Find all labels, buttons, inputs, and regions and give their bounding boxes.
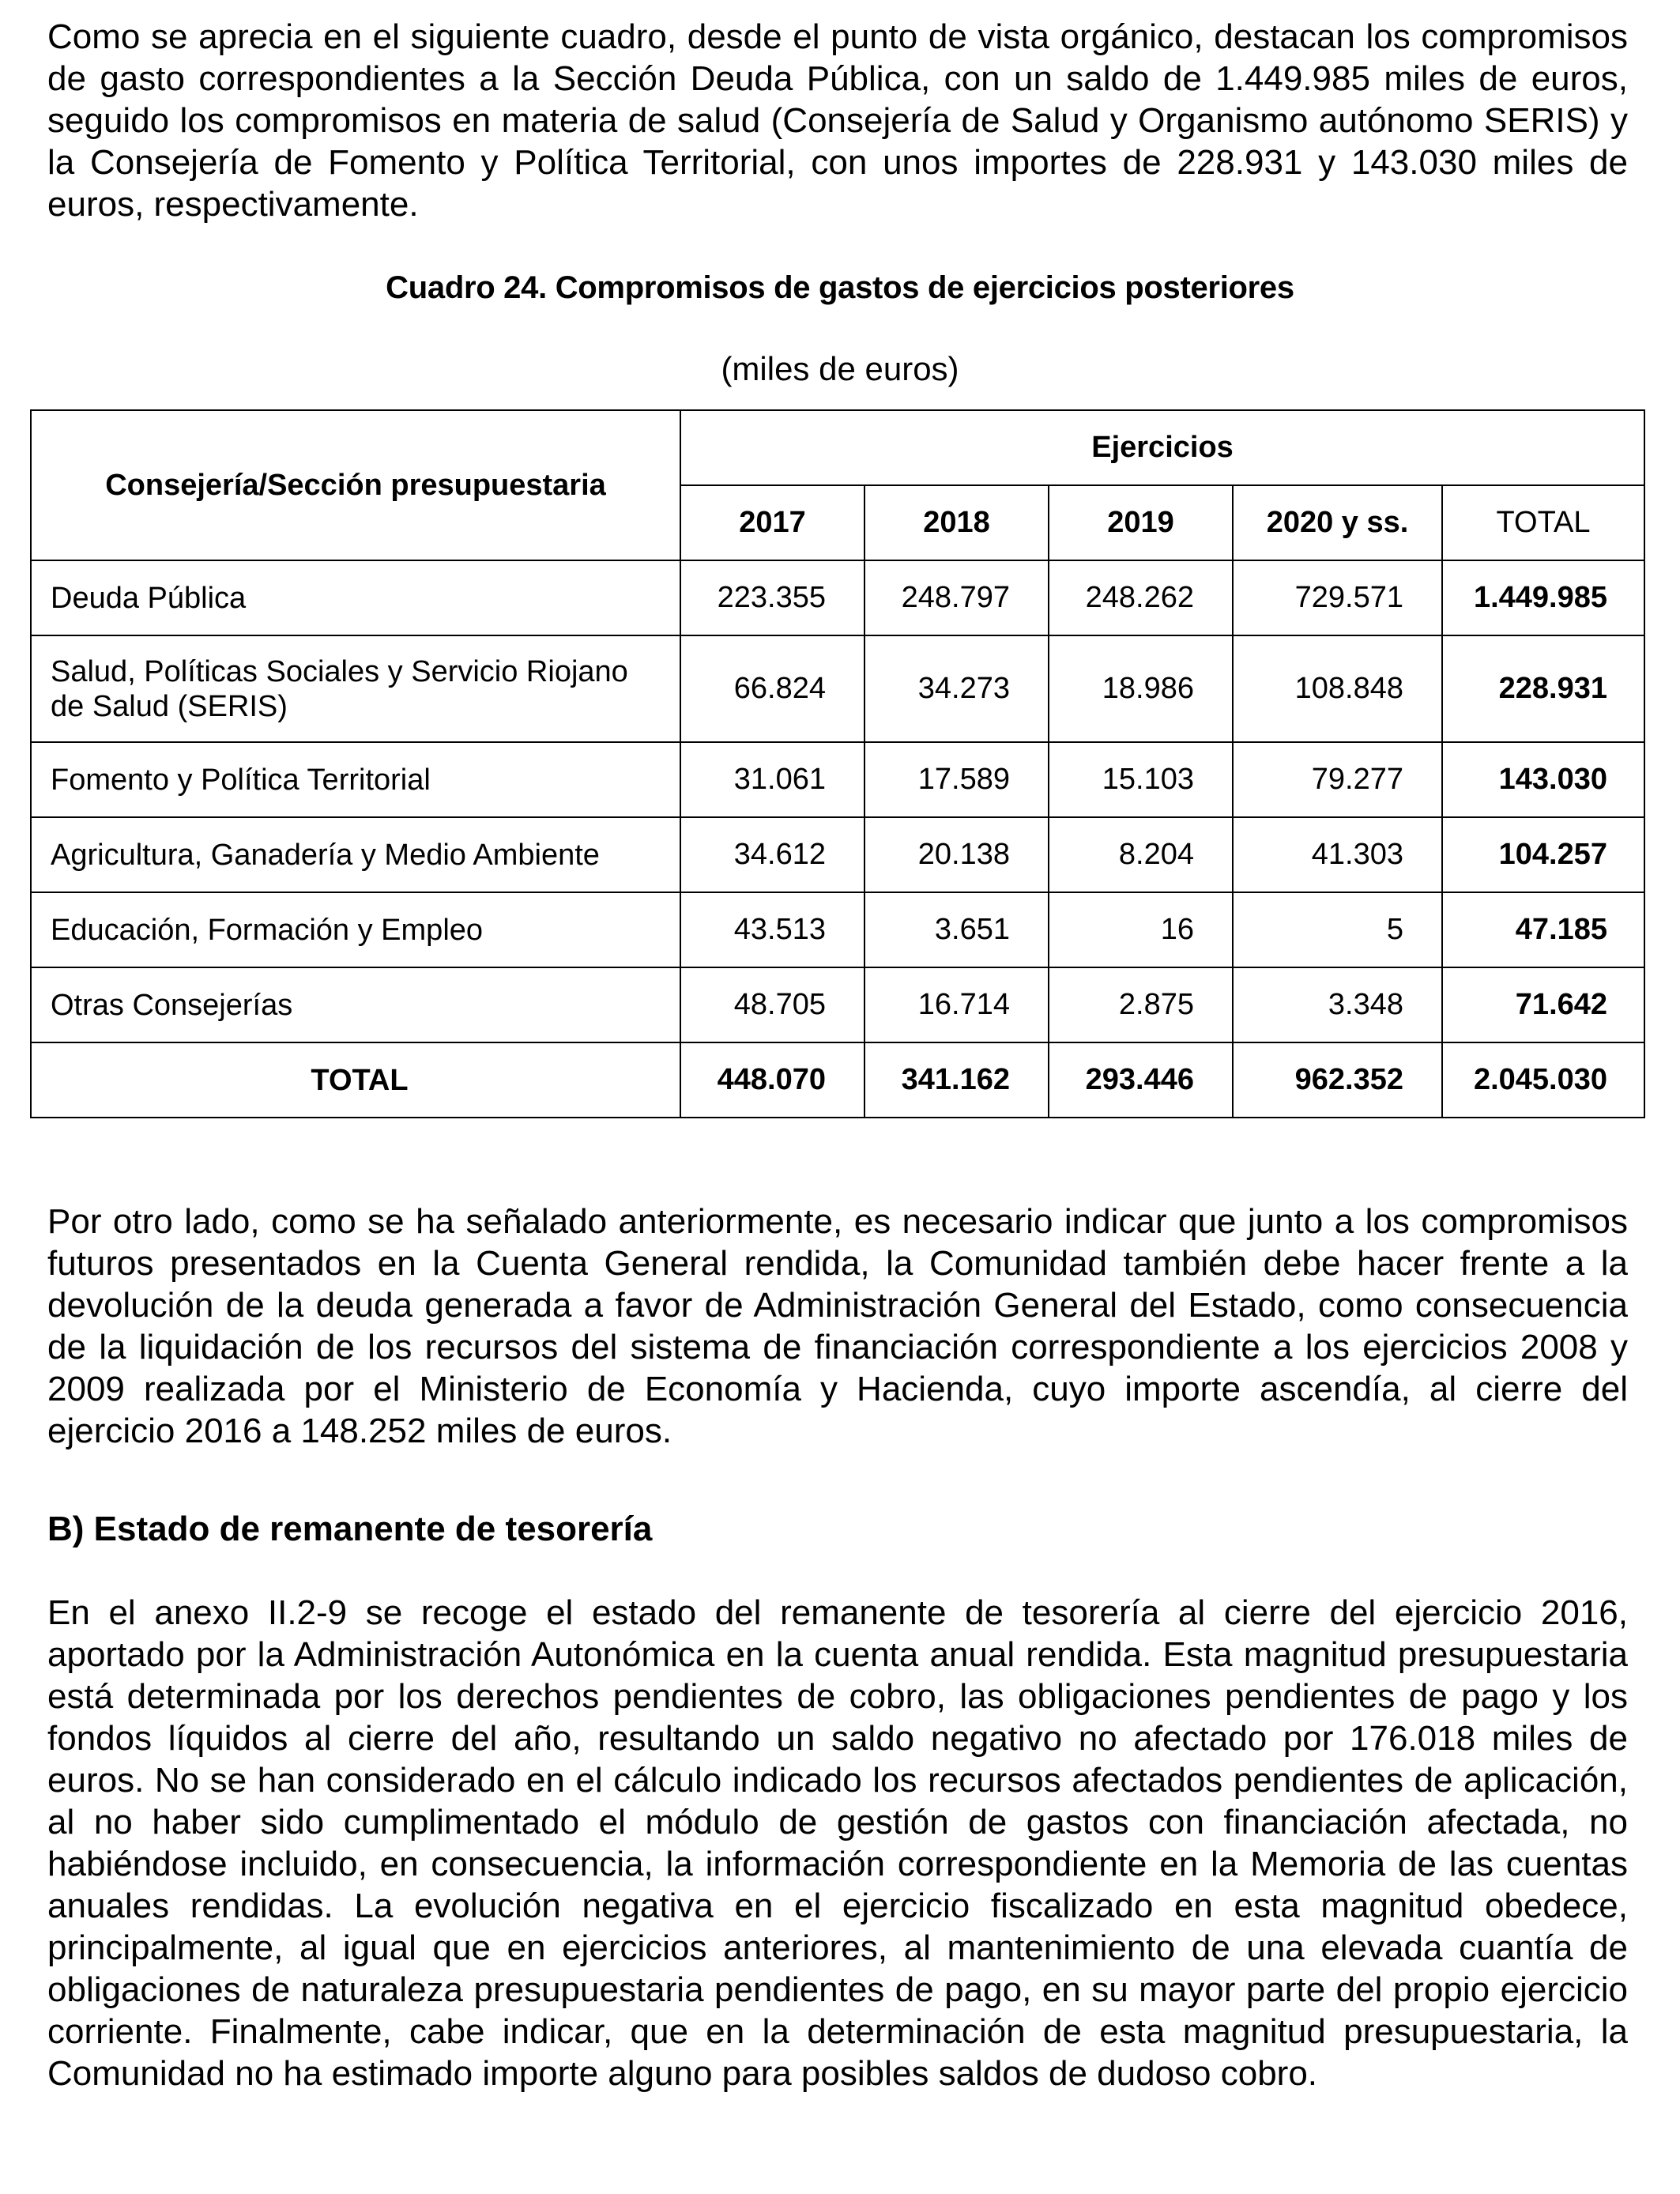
cell-value: 17.589: [864, 742, 1049, 817]
row-label: Educación, Formación y Empleo: [31, 892, 680, 967]
table-units: (miles de euros): [721, 350, 959, 387]
table-total-row: [31, 1042, 1644, 1118]
row-label: Otras Consejerías: [31, 967, 680, 1042]
third-paragraph: En el anexo II.2-9 se recoge el estado del remanente de tesorería al cierre del ejercicio 2016, aportado por la Administración Autonómica en la cuenta anual rendida. Esta magnitud presupuestaria está determinada por los derechos pendientes de cobro, las obligaciones pendientes de pago y los fondos líquidos al cierre del año, resultando un saldo negativo no afectado por 176.018 miles de euros. No se han considerado en el cálculo indicado los recursos afectados pendientes de aplicación, al no haber sido cumplimentado el módulo de gestión de gastos con financiación afectada, no habiéndose incluido, en consecuencia, la información correspondiente en la Memoria de las cuentas anuales rendidas. La evolución negativa en el ejercicio fiscalizado en esta magnitud obedece, principalmente, al igual que en ejercicios anteriores, al mantenimiento de una elevada cuantía de obligaciones de naturaleza presupuestaria pendientes de pago, en su mayor parte del propio ejercicio corriente. Finalmente, cabe indicar, que en la determinación de esta magnitud presupuestaria, la Comunidad no ha estimado importe alguno para posibles saldos de dudoso cobro.: [47, 1593, 1628, 2093]
column-header: 2017: [680, 485, 864, 560]
total-value: 962.352: [1233, 1042, 1442, 1118]
cell-value: 48.705: [680, 967, 864, 1042]
column-header: 2019: [1049, 485, 1233, 560]
cell-value: 41.303: [1233, 817, 1442, 892]
table-caption: Cuadro 24. Compromisos de gastos de ejercicios posteriores: [386, 270, 1294, 305]
cell-value: 3.348: [1233, 967, 1442, 1042]
cell-value: 34.273: [864, 635, 1049, 742]
row-total: 104.257: [1442, 817, 1644, 892]
cell-value: 79.277: [1233, 742, 1442, 817]
cell-value: 34.612: [680, 817, 864, 892]
cell-value: 16.714: [864, 967, 1049, 1042]
row-total: 228.931: [1442, 635, 1644, 742]
row-label: Salud, Políticas Sociales y Servicio Riojano de Salud (SERIS): [31, 635, 680, 742]
row-label: Fomento y Política Territorial: [31, 742, 680, 817]
cell-value: 66.824: [680, 635, 864, 742]
cell-value: 5: [1233, 892, 1442, 967]
document-page: [47, 16, 1628, 225]
row-label: Deuda Pública: [31, 560, 680, 635]
cell-value: 223.355: [680, 560, 864, 635]
row-header: Consejería/Sección presupuestaria: [31, 410, 680, 560]
cell-value: 248.797: [864, 560, 1049, 635]
table-row: [31, 742, 1644, 817]
table-row: [31, 635, 1644, 742]
total-value: 293.446: [1049, 1042, 1233, 1118]
row-total: 143.030: [1442, 742, 1644, 817]
table-row: [31, 967, 1644, 1042]
cell-value: 729.571: [1233, 560, 1442, 635]
total-value: 448.070: [680, 1042, 864, 1118]
table-row: [31, 560, 1644, 635]
cell-value: 3.651: [864, 892, 1049, 967]
cell-value: 15.103: [1049, 742, 1233, 817]
commitments-table: [30, 409, 1645, 1118]
cell-value: 2.875: [1049, 967, 1233, 1042]
table-row: [31, 817, 1644, 892]
total-label: TOTAL: [31, 1042, 680, 1118]
cell-value: 43.513: [680, 892, 864, 967]
row-total: 1.449.985: [1442, 560, 1644, 635]
cell-value: 16: [1049, 892, 1233, 967]
cell-value: 8.204: [1049, 817, 1233, 892]
column-header: 2020 y ss.: [1233, 485, 1442, 560]
cell-value: 108.848: [1233, 635, 1442, 742]
column-header: TOTAL: [1442, 485, 1644, 560]
table-row: [31, 892, 1644, 967]
grand-total: 2.045.030: [1442, 1042, 1644, 1118]
cell-value: 248.262: [1049, 560, 1233, 635]
column-header: 2018: [864, 485, 1049, 560]
row-total: 47.185: [1442, 892, 1644, 967]
second-paragraph: Por otro lado, como se ha señalado anteriormente, es necesario indicar que junto a los compromisos futuros presentados en la Cuenta General rendida, la Comunidad también debe hacer frente a la devolución de la deuda generada a favor de Administración General del Estado, como consecuencia de la liquidación de los recursos del sistema de financiación correspondiente a los ejercicios 2008 y 2009 realizada por el Ministerio de Economía y Hacienda, cuyo importe ascendía, al cierre del ejercicio 2016 a 148.252 miles de euros.: [47, 1202, 1628, 1450]
group-header: Ejercicios: [680, 410, 1644, 485]
section-heading: B) Estado de remanente de tesorería: [47, 1510, 653, 1548]
row-total: 71.642: [1442, 967, 1644, 1042]
cell-value: 31.061: [680, 742, 864, 817]
row-label: Agricultura, Ganadería y Medio Ambiente: [31, 817, 680, 892]
cell-value: 18.986: [1049, 635, 1233, 742]
cell-value: 20.138: [864, 817, 1049, 892]
total-value: 341.162: [864, 1042, 1049, 1118]
intro-paragraph: Como se aprecia en el siguiente cuadro, desde el punto de vista orgánico, destacan los compromisos de gasto correspondientes a la Sección Deuda Pública, con un saldo de 1.449.985 miles de euros, seguido los compromisos en materia de salud (Consejería de Salud y Organismo autónomo SERIS) y la Consejería de Fomento y Política Territorial, con unos importes de 228.931 y 143.030 miles de euros, respectivamente.: [47, 17, 1628, 224]
